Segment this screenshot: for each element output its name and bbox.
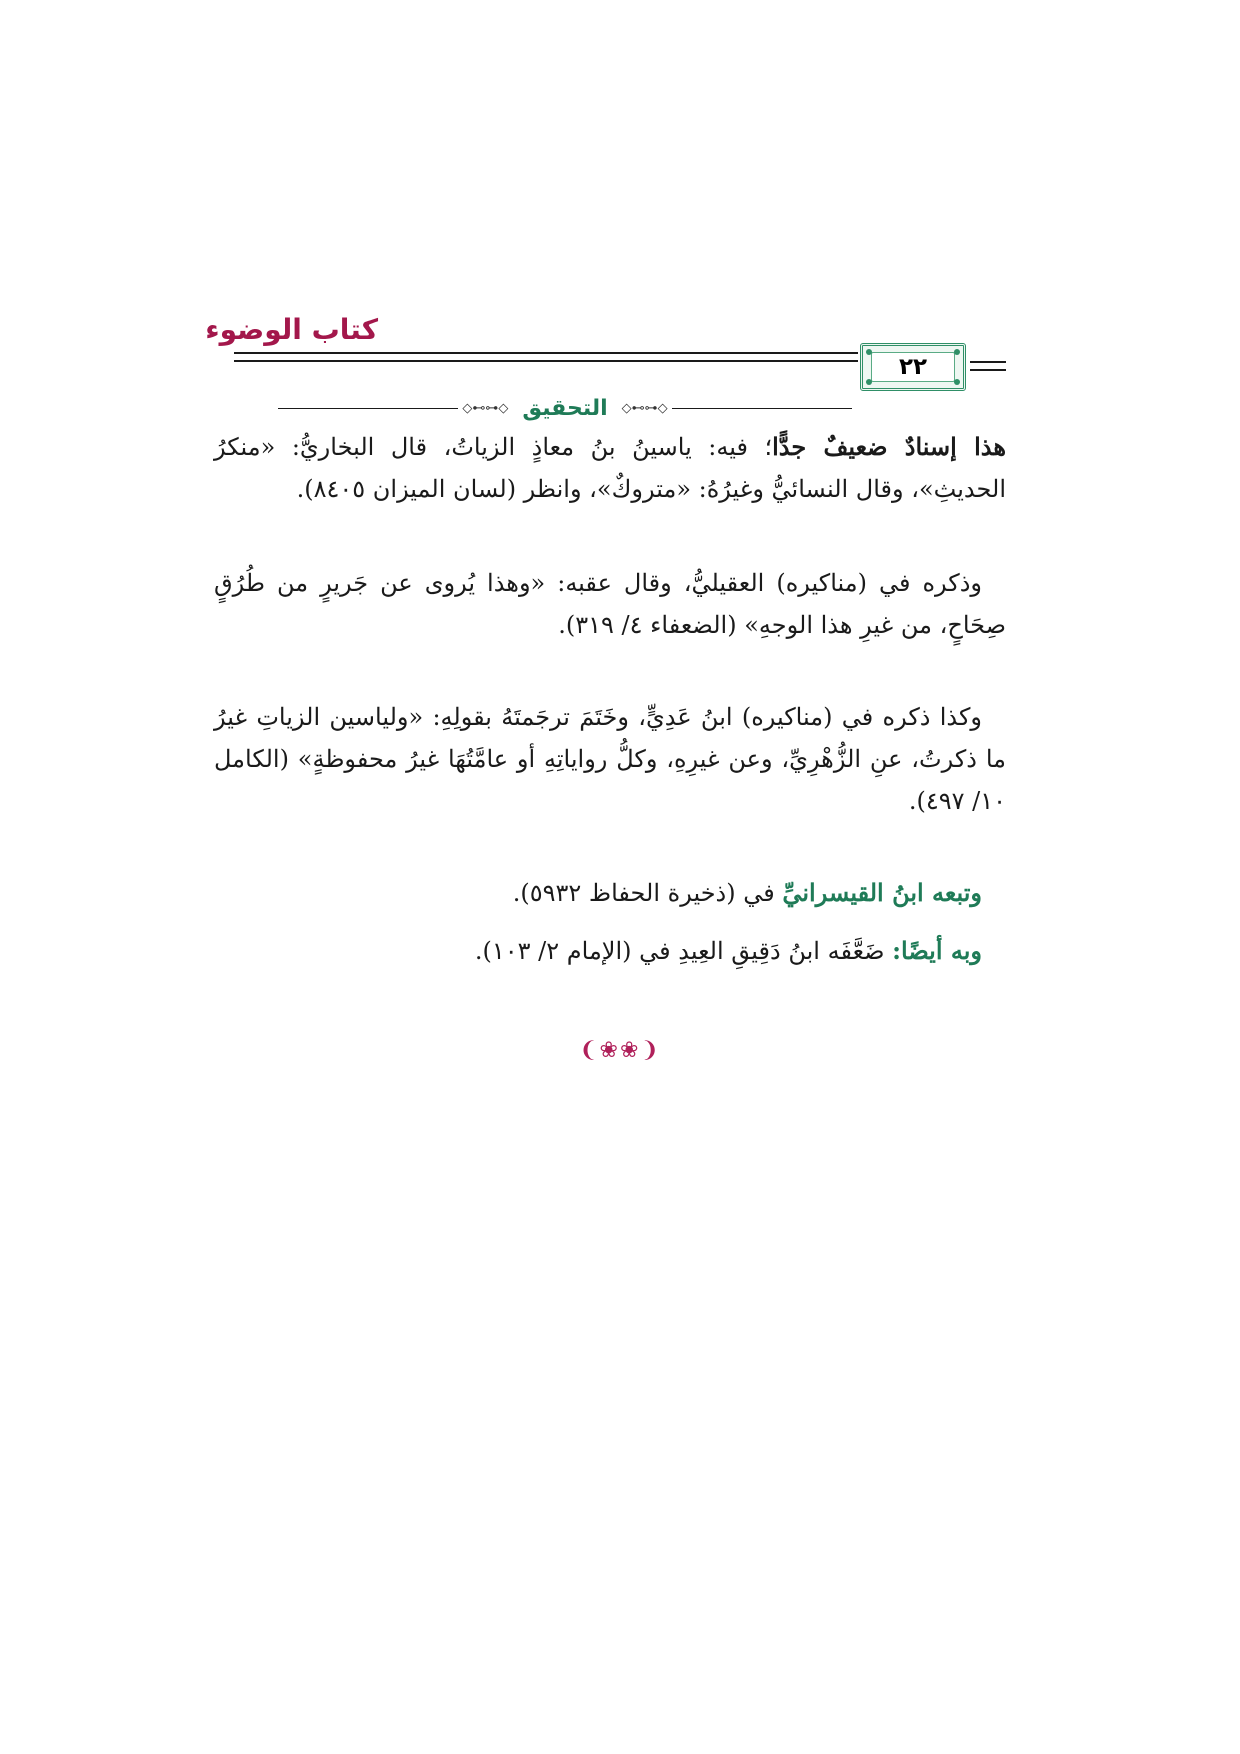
section-ornament-left: ◇⊷⊶◇	[462, 400, 509, 416]
header-rule-left-top	[970, 361, 1006, 363]
book-title: كتاب الوضوء	[205, 313, 378, 346]
paragraph-5	[214, 930, 1006, 972]
section-ornament-right: ◇⊷⊶◇	[621, 400, 668, 416]
header-rule-bottom	[234, 360, 858, 362]
badge-corner-ornament	[866, 349, 872, 355]
paragraph-text: ضَعَّفَه ابنُ دَقِيقِ العِيدِ في (الإمام ٢/ ١٠٣).	[474, 937, 893, 965]
paragraph-text: في (ذخيرة الحفاظ ٥٩٣٢).	[512, 879, 783, 907]
paragraph-4	[214, 872, 1006, 914]
paragraph-1	[214, 426, 1006, 510]
paragraph-3	[214, 696, 1006, 822]
page-number: ٢٢	[871, 352, 955, 382]
paragraph-lead: وبه أيضًا:	[892, 936, 982, 965]
page-number-badge	[860, 343, 966, 391]
badge-corner-ornament	[866, 379, 872, 385]
section-heading	[278, 394, 852, 422]
paragraph-text: وذكره في (مناكيره) العقيليُّ، وقال عقبه: «وهذا يُروى عن جَريرٍ من طُرُقٍ صِحَاحٍ، من غيرِ هذا الوجهِ» (الضعفاء ٤/ ٣١٩).	[214, 569, 1006, 639]
header-rule-left-bottom	[970, 369, 1006, 371]
paragraph-text: وكذا ذكره في (مناكيره) ابنُ عَدِيٍّ، وخَتَمَ ترجَمتَهُ بقولِهِ: «ولياسين الزياتِ غيرُ ما ذكرتُ، عنِ الزُّهْرِيِّ، وعن غيرِهِ، وكلُّ رواياتِهِ أو عامَّتُهَا غيرُ محفوظةٍ» (الكامل ١٠/ ٤٩٧).	[214, 703, 1006, 815]
paragraph-lead: هذا إسنادٌ ضعيفٌ جدًّا	[772, 432, 1006, 461]
section-rule-right	[672, 408, 852, 409]
end-ornament: ❨❀❀❩	[579, 1038, 661, 1063]
header-rule-top	[234, 352, 858, 354]
section-rule-left	[278, 408, 458, 409]
paragraph-text: ؛ فيه: ياسينُ بنُ معاذٍ الزياتُ، قال البخاريُّ: «منكرُ الحديثِ»، وقال النسائيُّ وغيرُهُ: «متروكٌ»، وانظر (لسان الميزان ٨٤٠٥).	[214, 433, 1006, 503]
badge-corner-ornament	[954, 349, 960, 355]
paragraph-2	[214, 562, 1006, 646]
badge-corner-ornament	[954, 379, 960, 385]
paragraph-lead: وتبعه ابنُ القيسرانيِّ	[782, 878, 982, 907]
section-title: التحقيق	[522, 395, 608, 421]
